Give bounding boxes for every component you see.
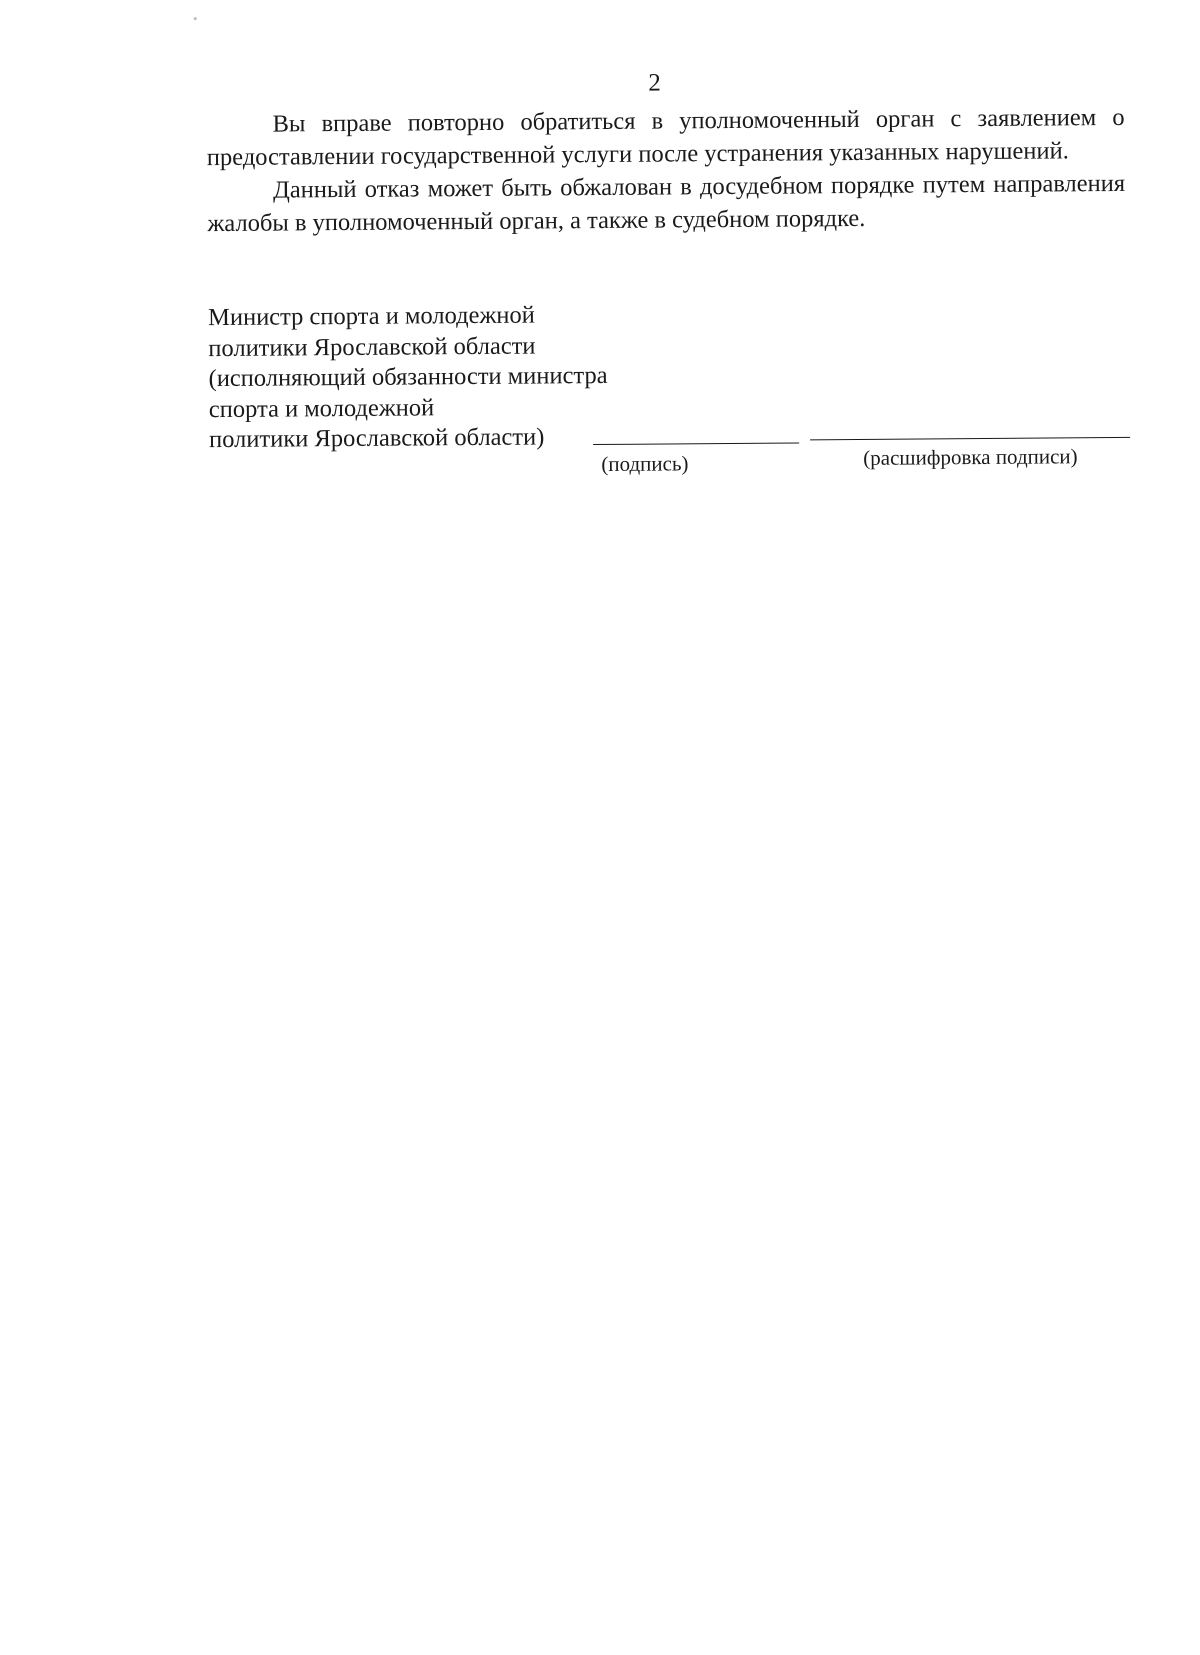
signatory-line-5: политики Ярославской области) (208, 423, 545, 454)
signatory-block (208, 300, 608, 456)
paragraph-appeal-notice: Данный отказ может быть обжалован в досудебном порядке путем направления жалобы в уполномоченный орган, а также в судебном порядке. (207, 169, 1126, 238)
signature-caption: (подпись) (601, 451, 689, 476)
paragraph-reapply-notice: Вы вправе повторно обратиться в уполномоченный орган с заявлением о предоставлении государственной услуги после устранения указанных нарушений. (206, 103, 1125, 172)
signatory-line-1: Министр спорта и молодежной (208, 301, 535, 332)
page-number: 2 (648, 69, 661, 97)
signature-line (593, 442, 799, 445)
signature-decoding-caption: (расшифровка подписи) (863, 444, 1078, 470)
signatory-line-3: (исполняющий обязанности министра (208, 361, 608, 393)
body-text (206, 101, 1125, 240)
signature-decoding-line (810, 437, 1130, 441)
scan-artifact (194, 17, 197, 20)
signatory-line-4: спорта и молодежной (208, 393, 435, 423)
signatory-line-2: политики Ярославской области (208, 332, 536, 362)
